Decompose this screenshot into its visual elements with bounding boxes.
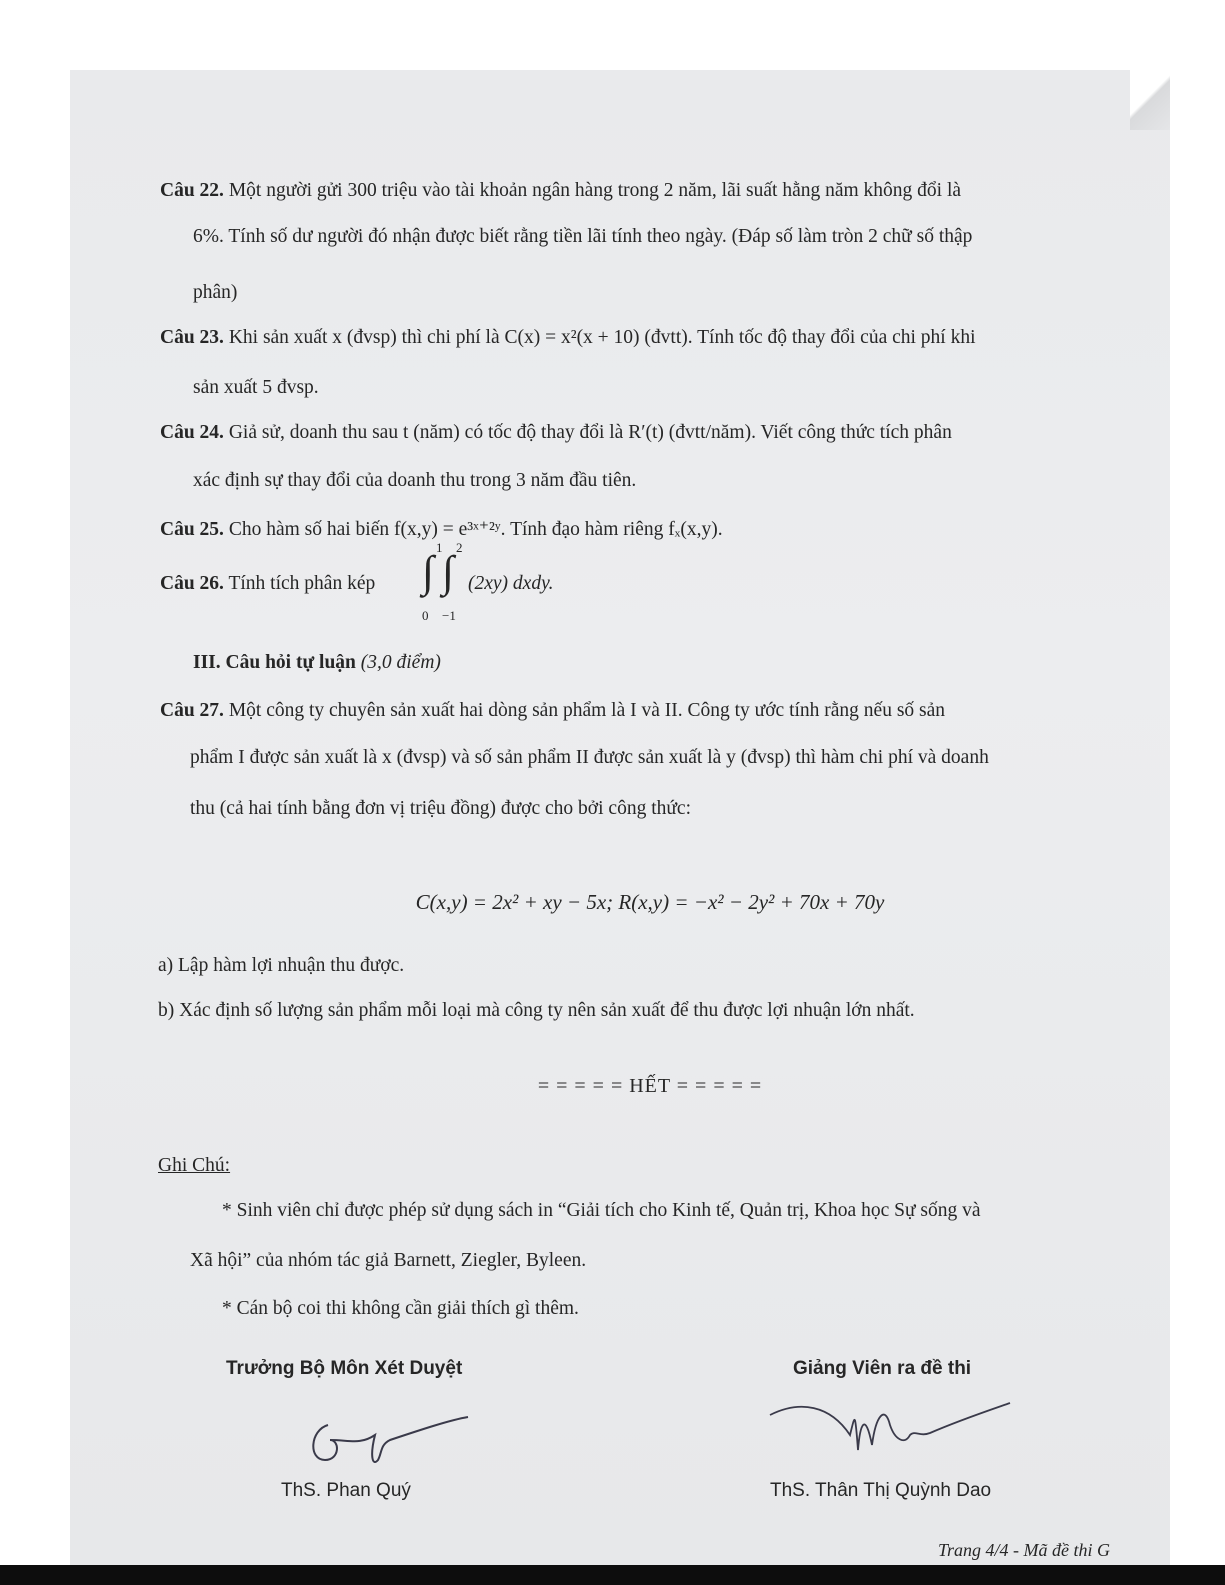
section-3-points: (3,0 điểm) <box>360 652 441 673</box>
question-25-text-1: Cho hàm số hai biến f(x,y) = e³ˣ⁺²ʸ. Tính đạo hàm riêng fₓ(x,y). <box>228 519 723 540</box>
question-26-line1 <box>160 573 375 595</box>
page-info: Trang 4/4 - Mã đề thi G <box>937 1540 1110 1560</box>
question-24-text-1: Giả sử, doanh thu sau t (năm) có tốc độ thay đổi là R′(t) (đvtt/năm). Viết công thức tích phân <box>228 422 952 443</box>
outer-lower-limit: 0 <box>422 608 429 623</box>
question-25-line1 <box>160 517 723 541</box>
cost-revenue-formula: C(x,y) = 2x² + xy − 5x; R(x,y) = −x² − 2y² + 70x + 70y <box>415 890 885 914</box>
question-22-text-1: Một người gửi 300 triệu vào tài khoản ngân hàng trong 2 năm, lãi suất hằng năm không đổi là <box>228 180 962 201</box>
note-1-line2: Xã hội” của nhóm tác giả Barnett, Ziegler, Byleen. <box>190 1250 587 1271</box>
section-3-label: III. Câu hỏi tự luận <box>193 652 356 673</box>
question-25-label: Câu 25. <box>160 519 224 540</box>
question-22-line1 <box>160 180 961 202</box>
left-signature-image <box>300 1405 480 1475</box>
question-24-label: Câu 24. <box>160 422 224 443</box>
page-fold <box>1130 70 1170 130</box>
notes-title: Ghi Chú: <box>158 1155 231 1176</box>
double-integral <box>420 540 580 630</box>
bottom-edge <box>0 1565 1225 1585</box>
inner-upper-limit: 2 <box>456 540 463 555</box>
end-marker: = = = = = HẾT = = = = = <box>537 1075 763 1097</box>
question-24-line1 <box>160 422 952 444</box>
question-22-line2: 6%. Tính số dư người đó nhận được biết rằng tiền lãi tính theo ngày. (Đáp số làm tròn 2 chữ số thập <box>193 226 973 247</box>
integrand: (2xy) dxdy. <box>468 573 554 594</box>
question-26-label: Câu 26. <box>160 573 224 594</box>
right-signature-image <box>760 1395 1020 1465</box>
right-signatory-name: ThS. Thân Thị Quỳnh Dao <box>770 1480 992 1501</box>
left-signatory-name: ThS. Phan Quý <box>281 1480 411 1501</box>
question-27-text-1: Một công ty chuyên sản xuất hai dòng sản phẩm là I và II. Công ty ước tính rằng nếu số sản <box>228 700 946 721</box>
note-1-line1: * Sinh viên chỉ được phép sử dụng sách in “Giải tích cho Kinh tế, Quản trị, Khoa học Sự sống và <box>222 1200 981 1221</box>
question-27-part-b: b) Xác định số lượng sản phẩm mỗi loại mà công ty nên sản xuất để thu được lợi nhuận lớn nhất. <box>158 1000 915 1021</box>
question-22-label: Câu 22. <box>160 180 224 201</box>
question-27-line2: phẩm I được sản xuất là x (đvsp) và số sản phẩm II được sản xuất là y (đvsp) thì hàm chi phí và doanh <box>190 747 989 768</box>
question-27-line1 <box>160 700 945 722</box>
question-27-part-a: a) Lập hàm lợi nhuận thu được. <box>158 955 405 976</box>
question-23-line1 <box>160 327 976 349</box>
right-signatory-title: Giảng Viên ra đề thi <box>793 1358 972 1379</box>
outer-integral-sign: ∫ <box>422 547 435 596</box>
question-24-line2: xác định sự thay đổi của doanh thu trong 3 năm đầu tiên. <box>193 470 637 491</box>
inner-lower-limit: −1 <box>442 608 456 623</box>
question-26-text-1: Tính tích phân kép <box>228 573 376 594</box>
left-signatory-title: Trưởng Bộ Môn Xét Duyệt <box>226 1358 463 1379</box>
question-22-line3: phân) <box>193 282 238 303</box>
question-27-line3: thu (cả hai tính bằng đơn vị triệu đồng) được cho bởi công thức: <box>190 798 692 819</box>
question-23-text-1: Khi sản xuất x (đvsp) thì chi phí là C(x) = x²(x + 10) (đvtt). Tính tốc độ thay đổi của chi phí khi <box>228 327 976 348</box>
section-3-heading <box>193 652 441 674</box>
question-23-label: Câu 23. <box>160 327 224 348</box>
outer-upper-limit: 1 <box>436 540 443 555</box>
question-23-line2: sản xuất 5 đvsp. <box>193 377 319 398</box>
inner-integral-sign: ∫ <box>442 547 455 596</box>
note-2: * Cán bộ coi thi không cần giải thích gì thêm. <box>222 1298 579 1319</box>
question-27-label: Câu 27. <box>160 700 224 721</box>
